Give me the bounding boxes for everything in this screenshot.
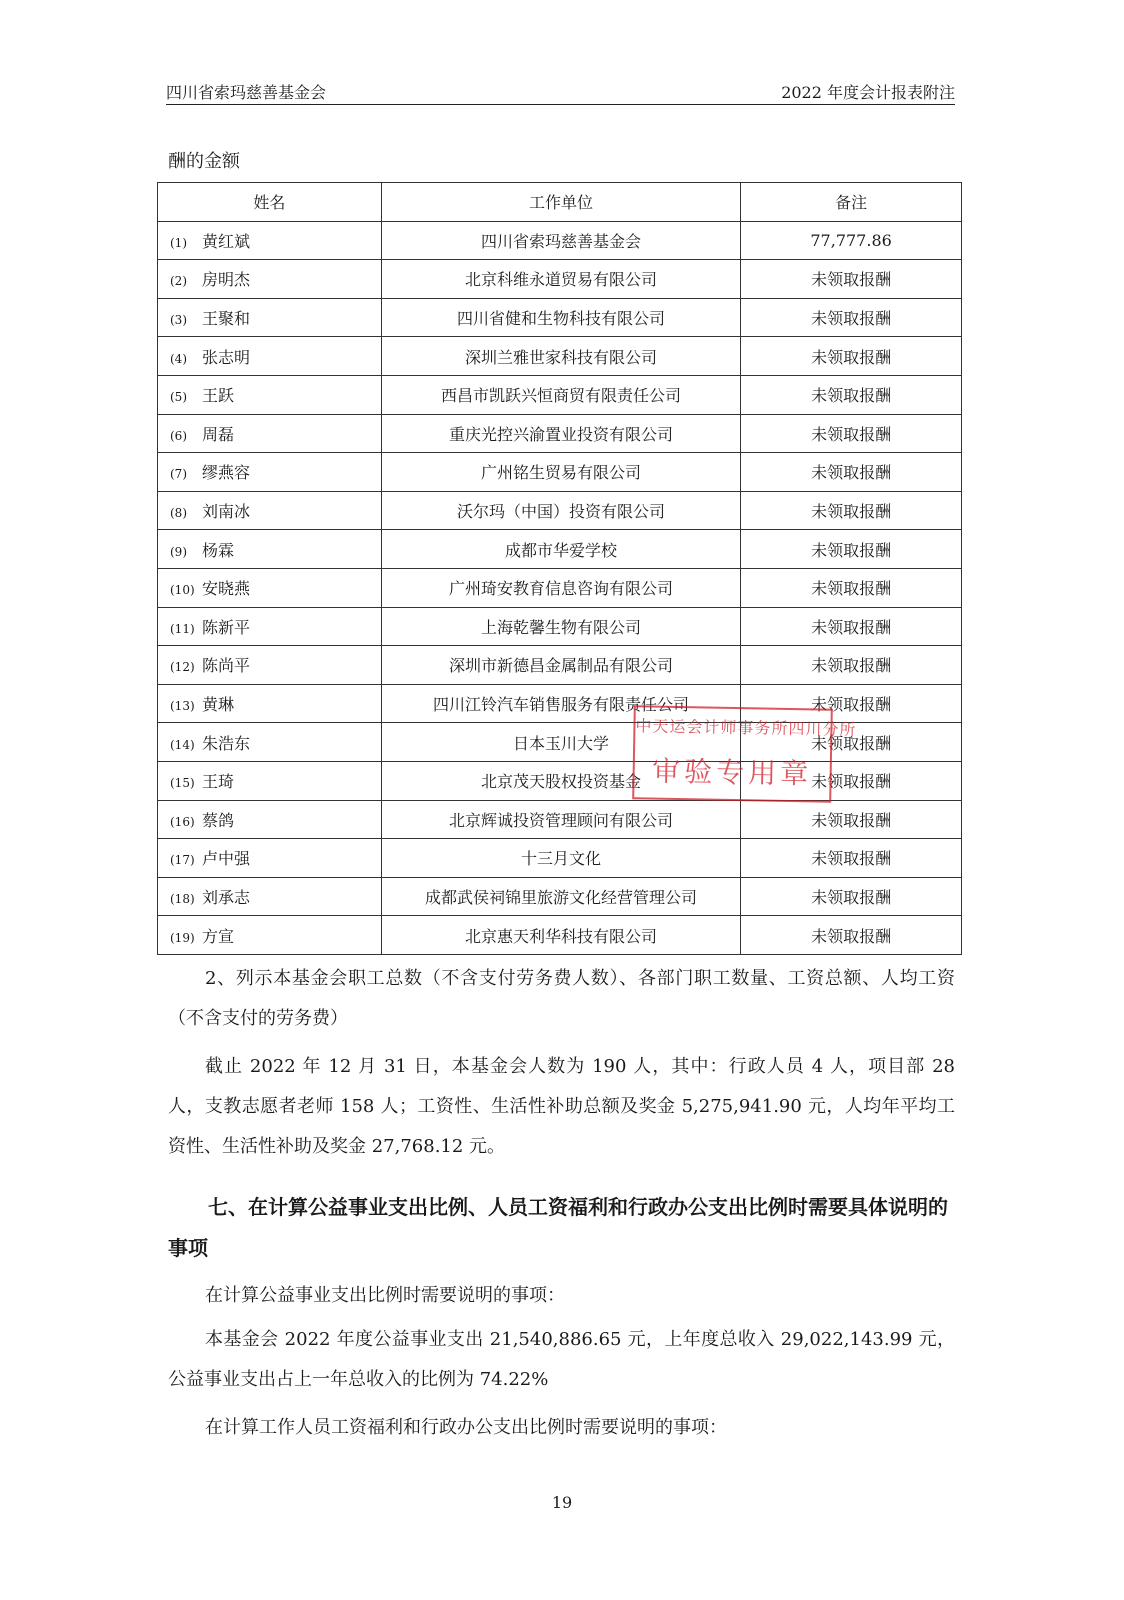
stamp-firm-name: 中天运会计师事务所四川分所 [635,716,857,740]
cell-remark: 未领取报酬 [741,877,962,916]
table-row [158,298,962,337]
cell-remark: 未领取报酬 [741,761,962,800]
cell-org: 西昌市凯跃兴恒商贸有限责任公司 [381,375,740,414]
row-index: (15) [170,776,195,791]
table-row [158,375,962,414]
cell-name [158,607,382,646]
cell-name [158,723,382,762]
cell-remark: 未领取报酬 [741,530,962,569]
row-index: (3) [170,313,187,328]
section2-body: 截止 2022 年 12 月 31 日，本基金会人数为 190 人，其中：行政人员 4 人，项目部 28 人，支教志愿者老师 158 人；工资性、生活性补助总额及奖金 5,275,941.90 元，人均年平均工资性、生活性补助及奖金 27,768.12 元。 [168,1056,956,1157]
member-name: 蔡鸽 [202,810,235,830]
row-index: (18) [170,891,195,906]
table-row [158,646,962,685]
row-index: (5) [170,390,187,405]
cell-name [158,761,382,800]
cell-name [158,298,382,337]
row-index: (12) [170,660,195,675]
member-name: 房明杰 [202,270,251,290]
row-index: (8) [170,506,187,521]
member-name: 杨霖 [202,540,235,560]
row-index: (2) [170,274,187,289]
cell-name [158,221,382,260]
section7-p1: 在计算公益事业支出比例时需要说明的事项： [205,1285,565,1306]
cell-name [158,646,382,685]
cell-remark: 未领取报酬 [741,839,962,878]
cell-name [158,530,382,569]
table-row [158,761,962,800]
member-name: 陈尚平 [202,656,251,676]
section2-title: 2、列示本基金会职工总数（不含支付劳务费人数）、各部门职工数量、工资总额、人均工资（不含支付的劳务费） [168,968,955,1029]
row-index: (7) [170,467,187,482]
cell-remark: 未领取报酬 [741,337,962,376]
col-header-remark: 备注 [741,183,962,222]
table-row [158,916,962,955]
member-name: 陈新平 [202,617,251,637]
cell-org: 成都武侯祠锦里旅游文化经营管理公司 [381,877,740,916]
member-name: 黄琳 [202,695,235,715]
member-name: 黄红斌 [202,231,251,251]
cell-org: 广州琦安教育信息咨询有限公司 [381,568,740,607]
table-row [158,800,962,839]
cell-remark: 未领取报酬 [741,260,962,299]
cell-org: 十三月文化 [381,839,740,878]
stamp-seal-text: 审验专用章 [651,754,813,791]
member-name: 刘承志 [202,887,251,907]
cell-org: 四川江铃汽车销售服务有限责任公司 [381,684,740,723]
cell-remark: 未领取报酬 [741,414,962,453]
table-header-row [158,183,962,222]
cell-remark: 77,777.86 [741,221,962,260]
row-index: (1) [170,235,187,250]
cell-name [158,375,382,414]
cell-org: 北京茂天股权投资基金 [381,761,740,800]
cell-org: 北京惠天利华科技有限公司 [381,916,740,955]
col-header-name: 姓名 [158,183,382,222]
table-row [158,453,962,492]
table-row [158,260,962,299]
member-name: 王琦 [202,772,235,792]
cell-org: 四川省健和生物科技有限公司 [381,298,740,337]
cell-name [158,684,382,723]
cell-name [158,414,382,453]
cell-name [158,839,382,878]
section7-p3: 在计算工作人员工资福利和行政办公支出比例时需要说明的事项： [205,1417,727,1438]
cell-name [158,800,382,839]
cell-remark: 未领取报酬 [741,491,962,530]
member-name: 王跃 [202,386,235,406]
page-number: 19 [551,1493,573,1512]
cell-name [158,337,382,376]
col-header-org: 工作单位 [381,183,740,222]
section7-heading: 七、在计算公益事业支出比例、人员工资福利和行政办公支出比例时需要具体说明的事项 [168,1195,948,1260]
header-org: 四川省索玛慈善基金会 [166,83,327,102]
member-name: 朱浩东 [202,733,251,753]
header-doc-title: 2022 年度会计报表附注 [781,83,955,102]
cell-org: 成都市华爱学校 [381,530,740,569]
member-name: 卢中强 [202,849,251,869]
table-row [158,684,962,723]
cell-remark: 未领取报酬 [741,723,962,762]
member-name: 王聚和 [202,309,251,329]
cell-remark: 未领取报酬 [741,646,962,685]
member-name: 方宣 [202,926,235,946]
row-index: (14) [170,737,195,752]
table-row [158,221,962,260]
row-index: (19) [170,930,195,945]
cell-org: 上海乾馨生物有限公司 [381,607,740,646]
cell-name [158,491,382,530]
page-header [166,78,955,105]
cell-remark: 未领取报酬 [741,607,962,646]
table-row [158,491,962,530]
row-index: (11) [170,621,195,636]
cell-org: 北京科维永道贸易有限公司 [381,260,740,299]
row-index: (6) [170,428,187,443]
table-row [158,839,962,878]
member-name: 刘南冰 [202,502,251,522]
row-index: (16) [170,814,195,829]
cell-name [158,453,382,492]
cell-remark: 未领取报酬 [741,916,962,955]
table-row [158,607,962,646]
remuneration-table [157,182,962,955]
table-row [158,568,962,607]
table-row [158,530,962,569]
cell-name [158,568,382,607]
table-row [158,337,962,376]
member-name: 缪燕容 [202,463,251,483]
member-name: 张志明 [202,347,251,367]
cell-org: 深圳兰雅世家科技有限公司 [381,337,740,376]
row-index: (13) [170,699,195,714]
row-index: (10) [170,583,195,598]
cell-remark: 未领取报酬 [741,684,962,723]
cell-remark: 未领取报酬 [741,375,962,414]
cell-remark: 未领取报酬 [741,298,962,337]
cell-remark: 未领取报酬 [741,568,962,607]
table-row [158,877,962,916]
cell-org: 重庆光控兴渝置业投资有限公司 [381,414,740,453]
cell-name [158,877,382,916]
cell-name [158,260,382,299]
cell-remark: 未领取报酬 [741,453,962,492]
cell-name [158,916,382,955]
cell-org: 日本玉川大学 [381,723,740,762]
table-lead-text: 酬的金额 [168,151,240,172]
member-name: 周磊 [202,424,235,444]
member-name: 安晓燕 [202,579,251,599]
section7-p2: 本基金会 2022 年度公益事业支出 21,540,886.65 元，上年度总收入 29,022,143.99 元，公益事业支出占上一年总收入的比例为 74.22% [168,1329,955,1390]
row-index: (17) [170,853,195,868]
cell-org: 四川省索玛慈善基金会 [381,221,740,260]
cell-org: 沃尔玛（中国）投资有限公司 [381,491,740,530]
table-row [158,414,962,453]
row-index: (9) [170,544,187,559]
cell-remark: 未领取报酬 [741,800,962,839]
row-index: (4) [170,351,187,366]
cell-org: 北京辉诚投资管理顾问有限公司 [381,800,740,839]
cell-org: 广州铭生贸易有限公司 [381,453,740,492]
cell-org: 深圳市新德昌金属制品有限公司 [381,646,740,685]
